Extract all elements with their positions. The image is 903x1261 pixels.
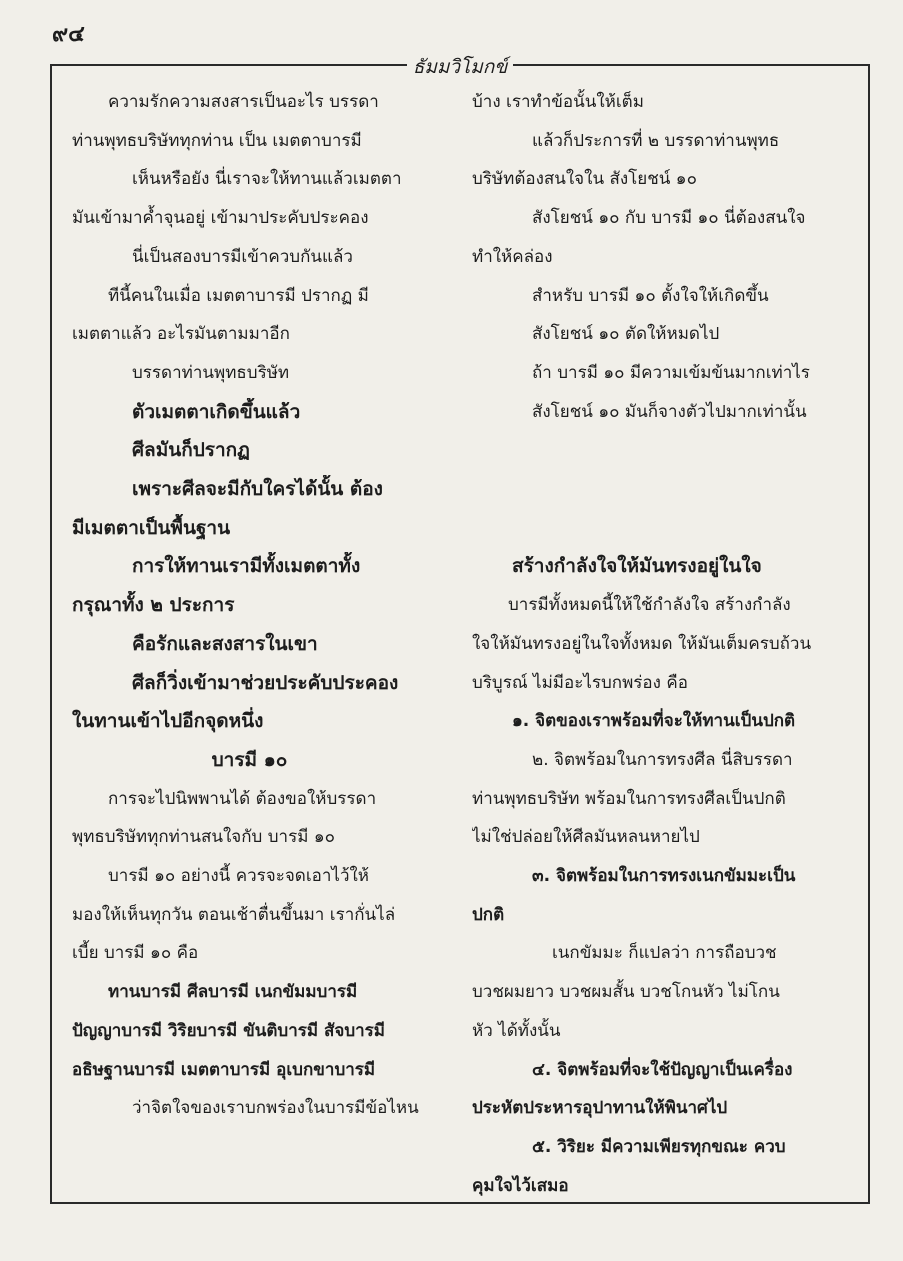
text-line: ท่านพุทธบริษัท พร้อมในการทรงศีลเป็นปกติ (472, 789, 786, 809)
text-line: หัว ได้ทั้งนั้น (472, 1021, 561, 1041)
text-line: ความรักความสงสารเป็นอะไร บรรดา (108, 92, 379, 112)
text-line: ๒. จิตพร้อมในการทรงศีล นี่สิบรรดา (532, 750, 793, 770)
text-line: คุมใจไว้เสมอ (472, 1176, 569, 1196)
text-line: ประหัตประหารอุปาทานให้พินาศไป (472, 1098, 728, 1118)
text-line: สังโยชน์ ๑๐ ตัดให้หมดไป (532, 324, 720, 344)
running-header (52, 52, 868, 82)
text-line: บรรดาท่านพุทธบริษัท (132, 363, 290, 383)
text-line: บวชผมยาว บวชผมสั้น บวชโกนหัว ไม่โกน (472, 982, 780, 1002)
text-line: ๓. จิตพร้อมในการทรงเนกขัมมะเป็น (532, 866, 796, 886)
text-line: การจะไปนิพพานได้ ต้องขอให้บรรดา (108, 789, 377, 809)
text-line: บารมี ๑๐ อย่างนี้ ควรจะจดเอาไว้ให้ (108, 866, 370, 886)
text-line: ศีลก็วิ่งเข้ามาช่วยประคับประคอง (132, 672, 399, 694)
text-line: บารมีทั้งหมดนี้ให้ใช้กำลังใจ สร้างกำลัง (508, 595, 791, 615)
text-line: การให้ทานเรามีทั้งเมตตาทั้ง (132, 555, 361, 577)
text-line: ทีนี้คนในเมื่อ เมตตาบารมี ปรากฏ มี (108, 286, 369, 306)
text-line: พุทธบริษัททุกท่านสนใจกับ บารมี ๑๐ (72, 827, 335, 847)
running-header-text: ธัมมวิโมกข์ (407, 56, 514, 78)
text-line: สังโยชน์ ๑๐ มันก็จางตัวไปมากเท่านั้น (532, 402, 807, 422)
text-line: มันเข้ามาค้ำจุนอยู่ เข้ามาประคับประคอง (72, 208, 369, 228)
text-line: บารมี ๑๐ (211, 749, 288, 771)
text-line: เมตตาแล้ว อะไรมันตามมาอีก (72, 324, 290, 344)
text-line: บริบูรณ์ ไม่มีอะไรบกพร่อง คือ (472, 673, 688, 693)
text-line: นี่เป็นสองบารมีเข้าควบกันแล้ว (132, 247, 353, 267)
text-line: ปัญญาบารมี วิริยบารมี ขันติบารมี สัจบารมี (72, 1021, 386, 1041)
text-line: อธิษฐานบารมี เมตตาบารมี อุเบกขาบารมี (72, 1060, 376, 1080)
text-line: เพราะศีลจะมีกับใครได้นั้น ต้อง (132, 478, 383, 500)
text-line: ท่านพุทธบริษัททุกท่าน เป็น เมตตาบารมี (72, 131, 362, 151)
text-line: ๑. จิตของเราพร้อมที่จะให้ทานเป็นปกติ (512, 711, 796, 731)
text-line: ว่าจิตใจของเราบกพร่องในบารมีข้อไหน (132, 1098, 419, 1118)
text-line: ใจให้มันทรงอยู่ในใจทั้งหมด ให้มันเต็มครบถ้วน (472, 634, 812, 654)
text-line: เห็นหรือยัง นี่เราจะให้ทานแล้วเมตตา (132, 169, 402, 189)
text-line: เบี้ย บารมี ๑๐ คือ (72, 943, 199, 963)
text-line: มีเมตตาเป็นพื้นฐาน (72, 517, 231, 539)
page-frame (50, 56, 870, 1204)
text-line: สังโยชน์ ๑๐ กับ บารมี ๑๐ นี่ต้องสนใจ (532, 208, 806, 228)
text-line: เนกขัมมะ ก็แปลว่า การถือบวช (552, 943, 777, 963)
text-line: สร้างกำลังใจให้มันทรงอยู่ในใจ (512, 555, 762, 577)
page-number: ๙๔ (52, 22, 85, 47)
text-line: ในทานเข้าไปอีกจุดหนึ่ง (72, 710, 264, 732)
text-line: ทานบารมี ศีลบารมี เนกขัมมบารมี (108, 982, 358, 1002)
text-line: ไม่ใช่ปล่อยให้ศีลมันหลนหายไป (472, 827, 700, 847)
text-line: ตัวเมตตาเกิดขึ้นแล้ว (132, 401, 301, 423)
text-line: ปกติ (472, 905, 505, 925)
text-line: กรุณาทั้ง ๒ ประการ (72, 594, 235, 616)
text-line: สำหรับ บารมี ๑๐ ตั้งใจให้เกิดขึ้น (532, 286, 769, 306)
text-line: แล้วก็ประการที่ ๒ บรรดาท่านพุทธ (532, 131, 780, 151)
text-line: ๕. วิริยะ มีความเพียรทุกขณะ ควบ (532, 1137, 786, 1157)
text-line: คือรักและสงสารในเขา (132, 633, 318, 655)
text-line: บริษัทต้องสนใจใน สังโยชน์ ๑๐ (472, 169, 697, 189)
text-line: บ้าง เราทำข้อนั้นให้เต็ม (472, 92, 644, 112)
text-line: มองให้เห็นทุกวัน ตอนเช้าตื่นขึ้นมา เรากั่นไล่ (72, 905, 396, 925)
text-line: ทำให้คล่อง (472, 247, 553, 267)
text-line: ถ้า บารมี ๑๐ มีความเข้มข้นมากเท่าไร (532, 363, 810, 383)
text-line: ๔. จิตพร้อมที่จะใช้ปัญญาเป็นเครื่อง (532, 1060, 793, 1080)
text-line: ศีลมันก็ปรากฏ (132, 439, 250, 461)
